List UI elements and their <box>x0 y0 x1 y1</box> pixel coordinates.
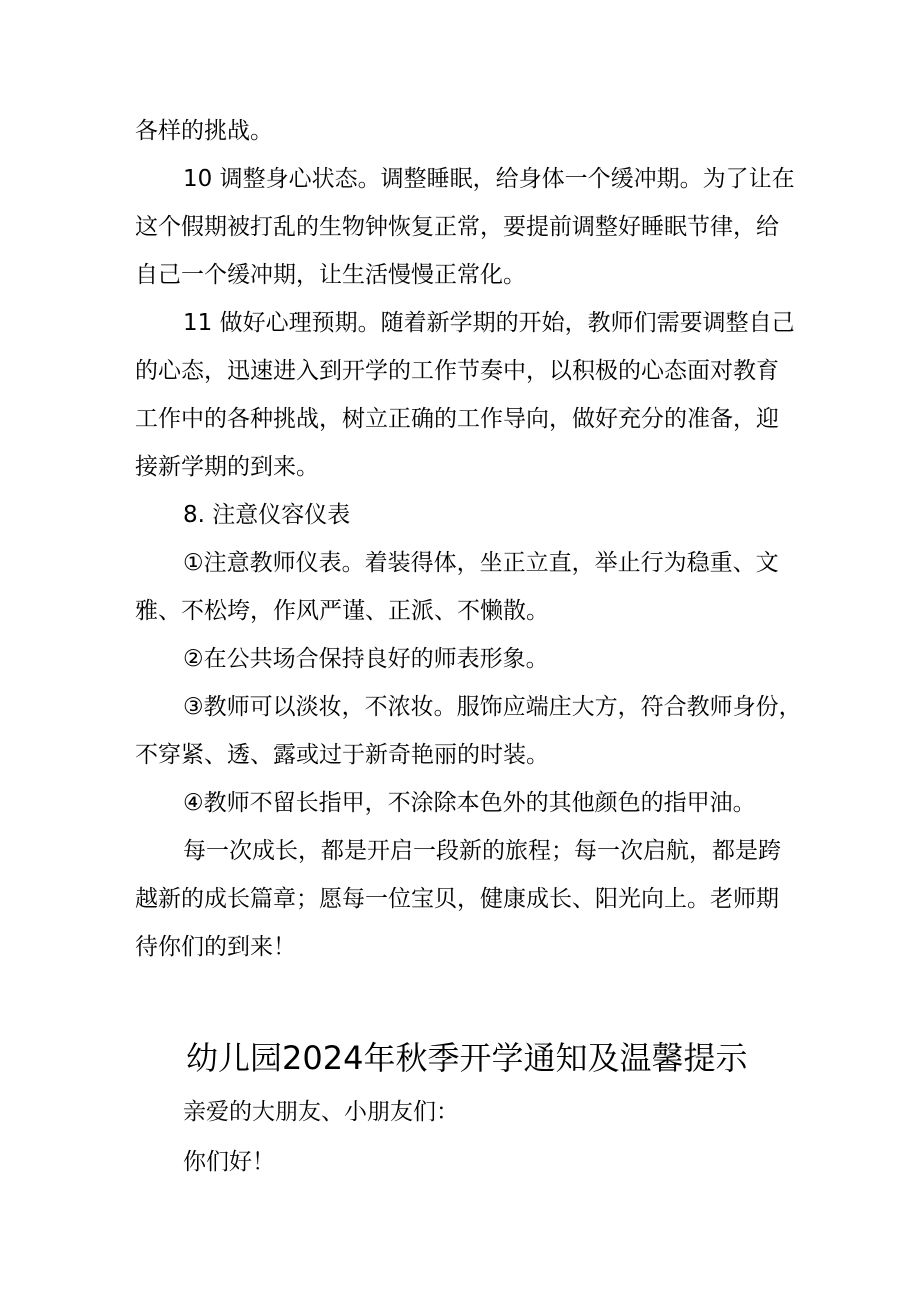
paragraph-line: ①注意教师仪表。着装得体，坐正立直，举止行为稳重、文 <box>183 550 779 576</box>
greeting-line: 亲爱的大朋友、小朋友们： <box>183 1099 459 1125</box>
paragraph-line: 自己一个缓冲期，让生活慢慢正常化。 <box>135 262 526 288</box>
paragraph-line: ②在公共场合保持良好的师表形象。 <box>183 646 549 672</box>
paragraph-line: 雅、不松垮，作风严谨、正派、不懒散。 <box>135 598 549 624</box>
paragraph-line: 接新学期的到来。 <box>135 454 319 480</box>
salutation-line: 你们好！ <box>183 1149 275 1175</box>
paragraph-line: 各样的挑战。 <box>135 118 273 144</box>
document-title: 幼儿园2024年秋季开学通知及温馨提示 <box>186 1039 748 1077</box>
paragraph-line: 10 调整身心状态。调整睡眠，给身体一个缓冲期。为了让在 <box>183 166 795 192</box>
paragraph-line: 11 做好心理预期。随着新学期的开始，教师们需要调整自己 <box>183 310 795 336</box>
paragraph-line: 不穿紧、透、露或过于新奇艳丽的时装。 <box>135 742 549 768</box>
section-heading: 8. 注意仪容仪表 <box>183 502 351 528</box>
paragraph-line: 工作中的各种挑战，树立正确的工作导向，做好充分的准备，迎 <box>135 406 779 432</box>
paragraph-line: 越新的成长篇章；愿每一位宝贝，健康成长、阳光向上。老师期 <box>135 886 779 912</box>
paragraph-line: 这个假期被打乱的生物钟恢复正常，要提前调整好睡眠节律，给 <box>135 214 779 240</box>
paragraph-line: ④教师不留长指甲，不涂除本色外的其他颜色的指甲油。 <box>183 790 756 816</box>
paragraph-line: 的心态，迅速进入到开学的工作节奏中，以积极的心态面对教育 <box>135 358 779 384</box>
paragraph-line: 待你们的到来！ <box>135 934 296 960</box>
paragraph-line: ③教师可以淡妆，不浓妆。服饰应端庄大方，符合教师身份， <box>183 694 802 720</box>
paragraph-line: 每一次成长，都是开启一段新的旅程；每一次启航，都是跨 <box>183 838 781 864</box>
